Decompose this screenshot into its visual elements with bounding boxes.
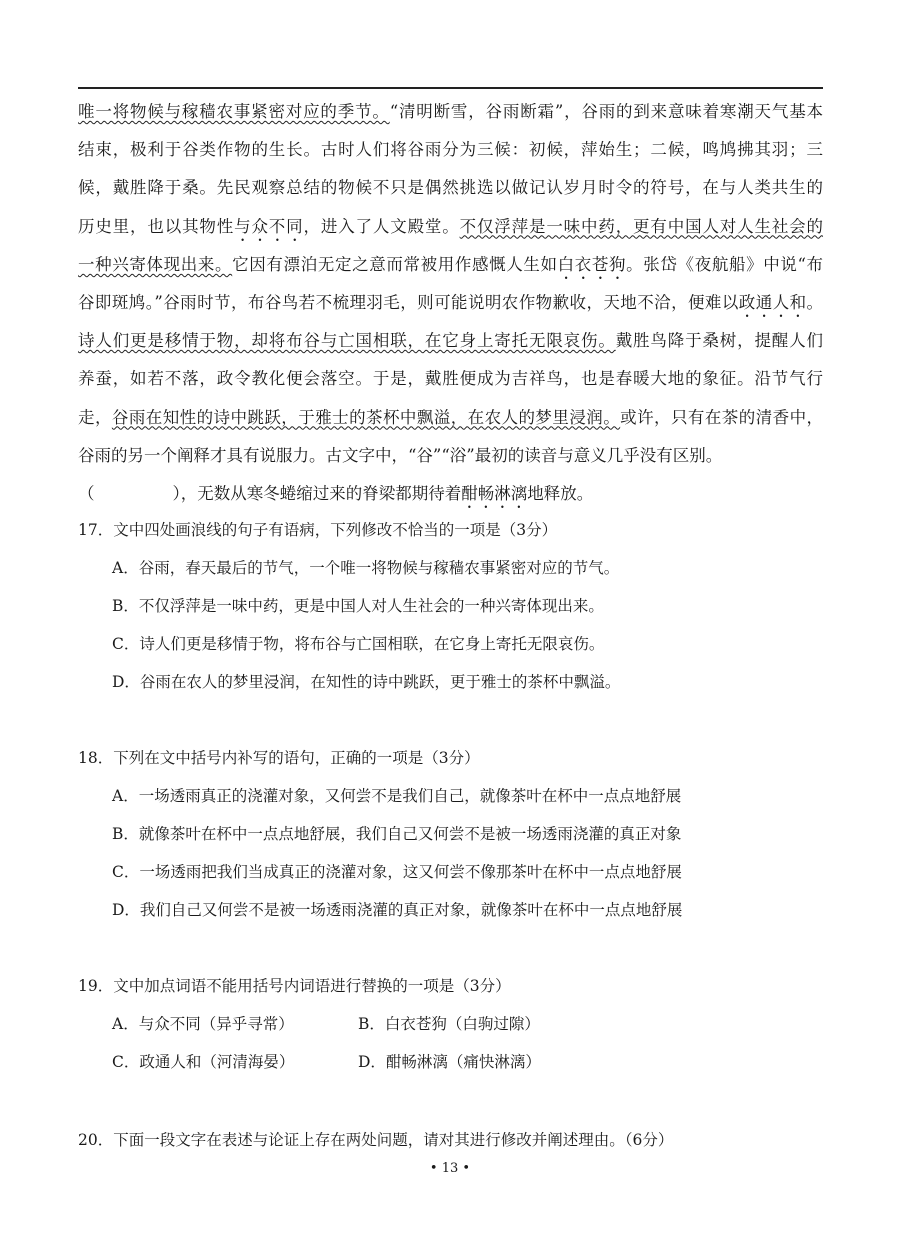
passage-line-8: 养蚕，如若不落，政令教化便会落空。于是，戴胜便成为吉祥鸟，也是春暖大地的象征。沿节气行 [78, 369, 823, 389]
wavy-sentence-2b: 一种兴寄体现出来。 [78, 254, 233, 274]
passage-line-3: 候，戴胜降于桑。先民观察总结的物候不只是偶然挑选以做记认岁月时令的符号，在与人类共生的 [78, 178, 823, 198]
question-19-stem: 19．文中加点词语不能用括号内词语进行替换的一项是（3分） [78, 977, 511, 995]
passage-line-7: 诗人们更是移情于物，却将布谷与亡国相联，在它身上寄托无限哀伤。戴胜鸟降于桑树，提醒人们 [78, 331, 824, 351]
question-19-option-b: B．白衣苍狗（白驹过隙） [358, 1015, 540, 1033]
question-20-stem: 20．下面一段文字在表述与论证上存在两处问题，请对其进行修改并阐述理由。（6分） [78, 1131, 674, 1149]
question-18-option-c: C．一场透雨把我们当成真正的浇灌对象，这又何尝不像那茶叶在杯中一点点地舒展 [112, 863, 682, 881]
question-19-option-c: C．政通人和（河清海晏） [112, 1053, 295, 1071]
question-17-option-d: D．谷雨在农人的梦里浸润，在知性的诗中跳跃，更于雅士的茶杯中飘溢。 [112, 673, 621, 691]
question-18-option-a: A．一场透雨真正的浇灌对象，又何尝不是我们自己，就像茶叶在杯中一点点地舒展 [112, 787, 682, 805]
top-rule [78, 87, 823, 89]
wavy-sentence-1: 唯一将物候与稼穑农事紧密对应的季节。 [78, 102, 390, 121]
question-19-option-d: D．酣畅淋漓（痛快淋漓） [358, 1053, 541, 1071]
passage-line-11: （ ），无数从寒冬蜷缩过来的脊梁都期待着酣畅淋漓地释放。 [78, 483, 594, 503]
question-17-option-a: A．谷雨，春天最后的节气，一个唯一将物候与稼穑农事紧密对应的节气。 [112, 559, 620, 577]
passage-line-10: 谷雨的另一个阐释才具有说服力。古文字中，“谷”“浴”最初的读音与意义几乎没有区别。 [78, 445, 723, 465]
question-17-stem: 17．文中四处画浪线的句子有语病，下列修改不恰当的一项是（3分） [78, 521, 558, 539]
passage-line-4: 历史里，也以其物性与众不同，进入了人文殿堂。不仅浮萍是一味中药，更有中国人对人生社会的 [78, 216, 824, 236]
question-18-option-d: D．我们自己又何尝不是被一场透雨浇灌的真正对象，就像茶叶在杯中一点点地舒展 [112, 901, 683, 919]
passage-line-1: 唯一将物候与稼穑农事紧密对应的季节。“清明断雪，谷雨断霜”，谷雨的到来意味着寒潮天气基本 [78, 102, 824, 121]
page-number: • 13 • [429, 1161, 471, 1176]
passage-line-5: 一种兴寄体现出来。它因有漂泊无定之意而常被用作感慨人生如白衣苍狗。张岱《夜航船》中说“布 [78, 254, 824, 274]
question-19-option-a: A．与众不同（异乎寻常） [112, 1015, 294, 1033]
dotted-term-1: 与众不同 [234, 216, 304, 236]
dotted-term-2: 白衣苍狗 [557, 254, 627, 274]
passage-line-9: 走，谷雨在知性的诗中跳跃，于雅士的茶杯中飘溢，在农人的梦里浸润。或许，只有在茶的清香中， [78, 407, 824, 427]
wavy-sentence-2a: 不仅浮萍是一味中药，更有中国人对人生社会的 [459, 216, 824, 236]
question-17-option-c: C．诗人们更是移情于物，将布谷与亡国相联，在它身上寄托无限哀伤。 [112, 635, 605, 653]
passage-line-2: 结束，极利于谷类作物的生长。古时人们将谷雨分为三候：初候，萍始生；二候，鸣鸠拂其羽；三 [78, 140, 823, 160]
dotted-term-4: 酣畅淋漓 [461, 483, 528, 503]
question-18-option-b: B．就像茶叶在杯中一点点地舒展，我们自己又何尝不是被一场透雨浇灌的真正对象 [112, 825, 682, 843]
passage-line-6: 谷即斑鸠。”谷雨时节，布谷鸟若不梳理羽毛，则可能说明农作物歉收，天地不洽，便难以政通人和。 [78, 292, 824, 312]
question-18-stem: 18．下列在文中括号内补写的语句，正确的一项是（3分） [78, 749, 480, 767]
dotted-term-3: 政通人和 [738, 292, 807, 312]
wavy-sentence-3: 诗人们更是移情于物，却将布谷与亡国相联，在它身上寄托无限哀伤。 [78, 331, 616, 351]
question-17-option-b: B．不仅浮萍是一味中药，更是中国人对人生社会的一种兴寄体现出来。 [112, 597, 604, 615]
passage [78, 93, 823, 513]
wavy-sentence-4: 谷雨在知性的诗中跳跃，于雅士的茶杯中飘溢，在农人的梦里浸润。 [111, 407, 621, 427]
